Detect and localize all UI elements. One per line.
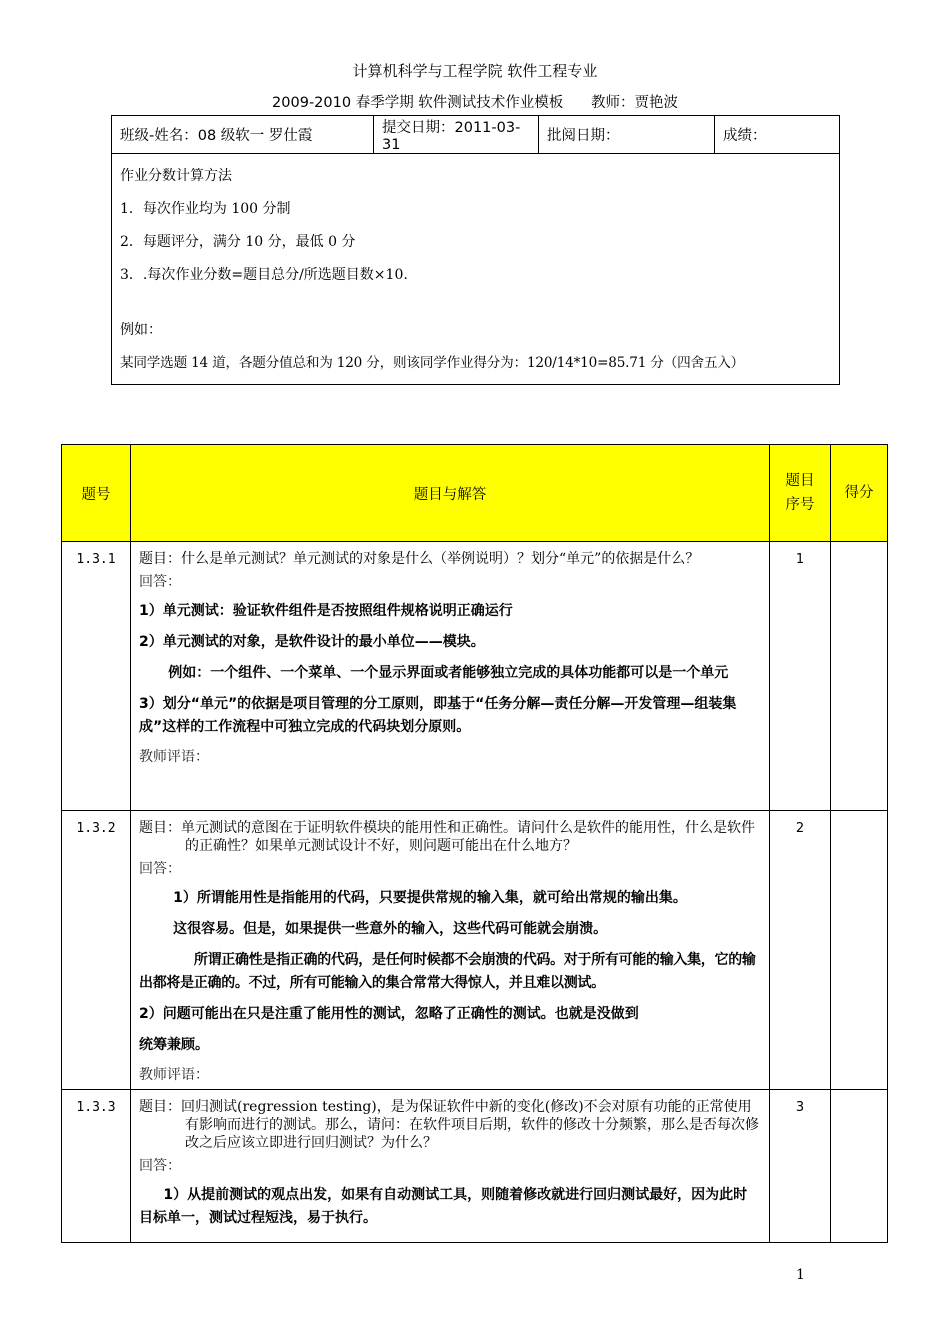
answer-line: 3）划分“单元”的依据是项目管理的分工原则，即基于“任务分解—责任分解—开发管理—组装集成”这样的工作流程中可独立完成的代码块划分原则。 [139,696,737,735]
table-row [62,1090,888,1243]
answer-line: 1）单元测试：验证软件组件是否按照组件规格说明正确运行 [139,603,513,619]
example-text: 某同学选题 14 道，各题分值总和为 120 分，则该同学作业得分为：120/14*10=85.71 分（四舍五入） [120,355,745,371]
method-rule: 1．每次作业均为 100 分制 [120,201,291,217]
question-id: 1.3.1 [62,542,131,811]
answer-line: 例如：一个组件、一个菜单、一个显示界面或者能够独立完成的具体功能都可以是一个单元 [139,665,729,681]
answer-label: 回答： [139,861,181,877]
answer-line: 1）从提前测试的观点出发，如果有自动测试工具，则随着修改就进行回归测试最好，因为此时目标单一，测试过程短浅，易于执行。 [139,1187,748,1226]
qa-header-row [62,445,888,542]
question-cell [131,542,770,811]
info-table [111,115,840,385]
teacher-comment-label: 教师评语： [139,749,209,765]
submit-date-cell: 提交日期：2011-03-31 [374,116,539,154]
header-seq: 题目序号 [770,445,831,542]
document-subtitle: 2009-2010 春季学期 软件测试技术作业模板 教师：贾艳波 [272,95,678,111]
grade-cell: 成绩： [715,116,840,154]
method-row [112,154,840,385]
question-seq: 1 [770,542,831,811]
answer-label: 回答： [139,574,181,590]
header-id: 题号 [62,445,131,542]
question-text: 题目：什么是单元测试？单元测试的对象是什么（举例说明）？划分“单元”的依据是什么？ [139,551,700,567]
qa-table [61,444,888,1243]
answer-line: 1）所谓能用性是指能用的代码，只要提供常规的输入集，就可给出常规的输出集。 [139,890,687,906]
scoring-method [112,154,840,385]
method-title: 作业分数计算方法 [120,168,232,184]
answer-line: 2）单元测试的对象，是软件设计的最小单位——模块。 [139,634,485,650]
answer-line: 这很容易。但是，如果提供一些意外的输入，这些代码可能就会崩溃。 [139,921,608,937]
question-cell [131,811,770,1090]
question-cell [131,1090,770,1243]
table-row [62,811,888,1090]
table-row [62,542,888,811]
score-cell [831,811,888,1090]
answer-line: 统筹兼顾。 [139,1037,209,1053]
question-id: 1.3.3 [62,1090,131,1243]
page-number: 1 [796,1267,805,1283]
method-rule: 2．每题评分，满分 10 分，最低 0 分 [120,234,356,250]
header-score: 得分 [831,445,888,542]
header-content: 题目与解答 [131,445,770,542]
method-rule: 3．.每次作业分数=题目总分/所选题目数×10. [120,267,408,283]
info-row [112,116,840,154]
spacer [120,292,831,314]
question-text: 题目：单元测试的意图在于证明软件模块的能用性和正确性。请问什么是软件的能用性，什么是软件的正确性？如果单元测试设计不好，则问题可能出在什么地方？ [139,820,755,854]
review-date-cell: 批阅日期： [539,116,715,154]
question-seq: 2 [770,811,831,1090]
score-cell [831,542,888,811]
question-id: 1.3.2 [62,811,131,1090]
teacher-comment-label: 教师评语： [139,1067,209,1083]
example-label: 例如： [120,322,162,338]
answer-line: 2）问题可能出在只是注重了能用性的测试，忽略了正确性的测试。也就是没做到 [139,1006,639,1022]
question-seq: 3 [770,1090,831,1243]
answer-label: 回答： [139,1158,181,1174]
question-text: 题目：回归测试(regression testing)，是为保证软件中新的变化(修改)不会对原有功能的正常使用有影响而进行的测试。那么，请问：在软件项目后期，软件的修改十分频繁，那么是否每次修改之后应该立即进行回归测试？为什么？ [139,1099,759,1151]
answer-line: 所谓正确性是指正确的代码，是任何时候都不会崩溃的代码。对于所有可能的输入集，它的输出都将是正确的。不过，所有可能输入的集合常常大得惊人，并且难以测试。 [139,952,756,991]
class-name-cell: 班级-姓名：08 级软一 罗仕霞 [112,116,374,154]
document-title: 计算机科学与工程学院 软件工程专业 [352,62,598,80]
score-cell [831,1090,888,1243]
